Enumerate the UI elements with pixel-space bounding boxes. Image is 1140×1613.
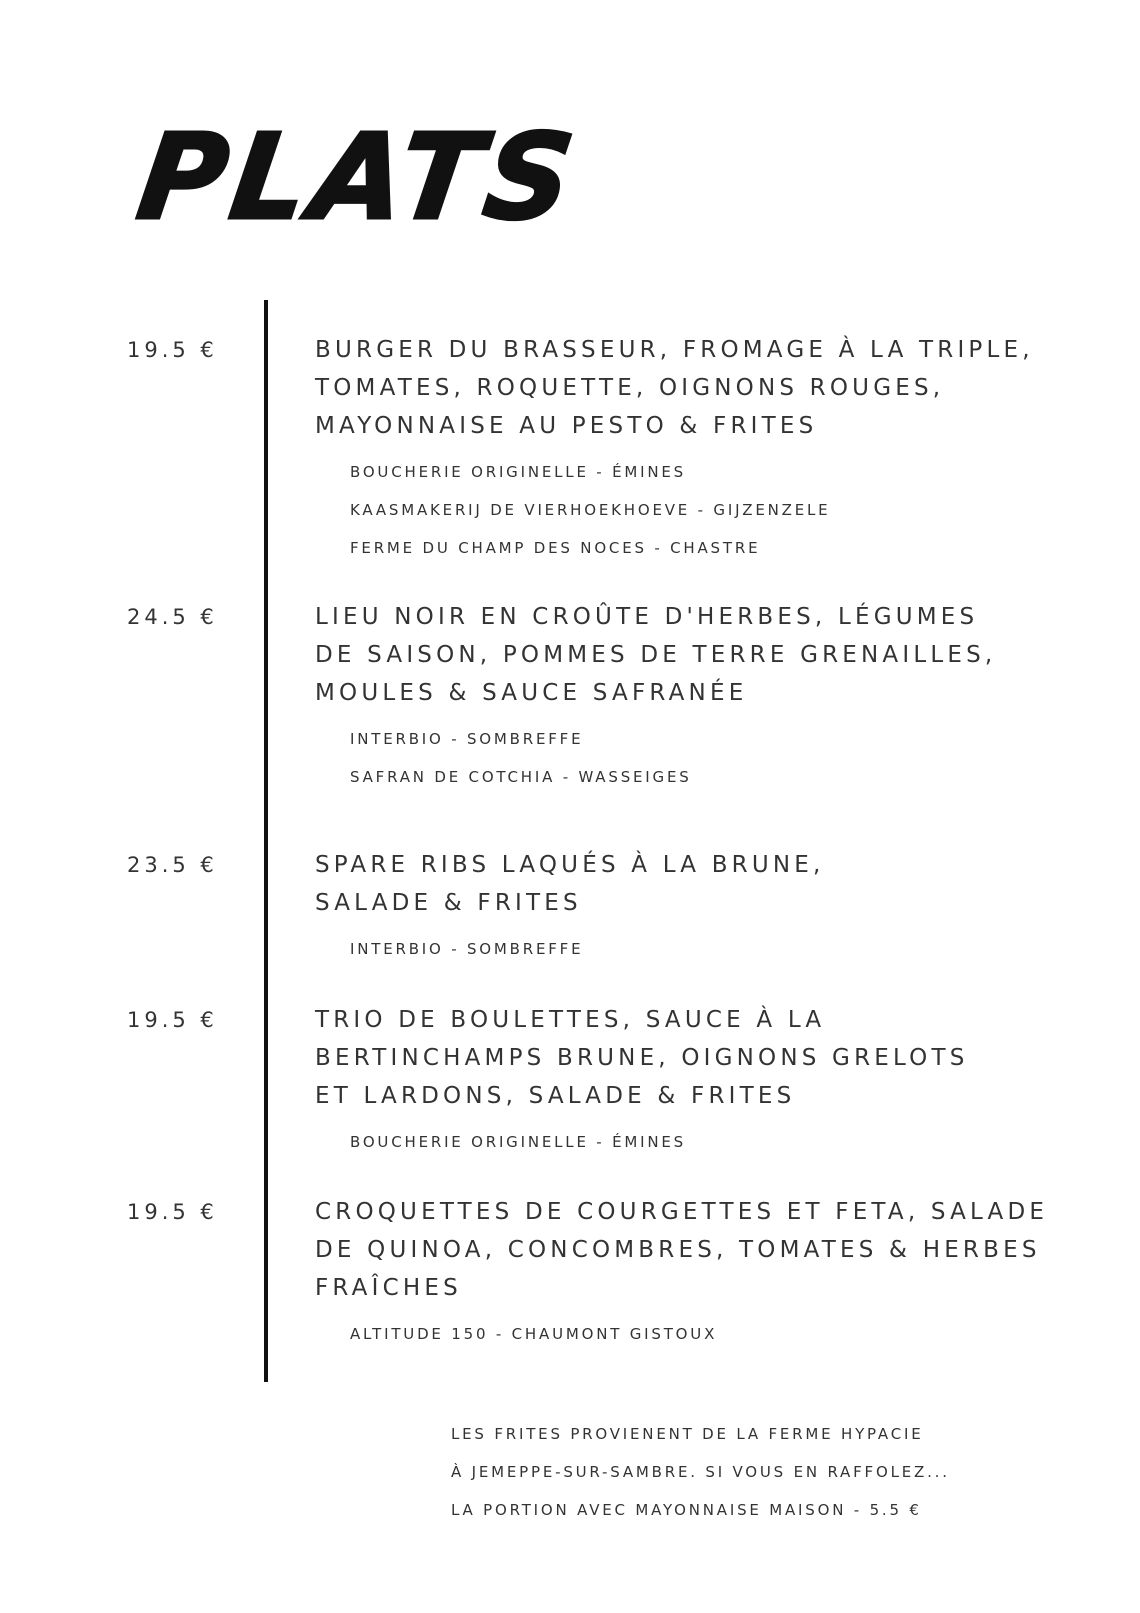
supplier: BOUCHERIE ORIGINELLE - ÉMINES [350,463,686,481]
fries-note-line: LA PORTION AVEC MAYONNAISE MAISON - 5.5 € [451,1501,922,1519]
dish-name-line: DE SAISON, POMMES DE TERRE GRENAILLES, [315,642,997,668]
supplier: ALTITUDE 150 - CHAUMONT GISTOUX [350,1325,718,1343]
dish-name-line: MOULES & SAUCE SAFRANÉE [315,680,748,706]
dish-name-line: SPARE RIBS LAQUÉS À LA BRUNE, [315,852,825,878]
supplier: BOUCHERIE ORIGINELLE - ÉMINES [350,1133,686,1151]
supplier-list [315,1315,1115,1353]
dish-name-line: SALADE & FRITES [315,890,582,916]
dish-price: 19.5 € [127,1200,218,1224]
dish-price: 24.5 € [127,605,218,629]
supplier: FERME DU CHAMP DES NOCES - CHASTRE [350,539,761,557]
supplier-list [315,720,1115,796]
dish-name-line: DE QUINOA, CONCOMBRES, TOMATES & HERBES [315,1237,1041,1263]
supplier: INTERBIO - SOMBREFFE [350,940,584,958]
dish-description [315,598,1115,796]
dish-description [315,1193,1115,1353]
dish-price: 19.5 € [127,1008,218,1032]
supplier: SAFRAN DE COTCHIA - WASSEIGES [350,768,692,786]
dish-name-line: ET LARDONS, SALADE & FRITES [315,1083,796,1109]
supplier-list [315,930,1115,968]
supplier: KAASMAKERIJ DE VIERHOEKHOEVE - GIJZENZELE [350,501,831,519]
dish-name-line: MAYONNAISE AU PESTO & FRITES [315,413,818,439]
supplier: INTERBIO - SOMBREFFE [350,730,584,748]
supplier-list [315,453,1115,567]
fries-note-line: À JEMEPPE-SUR-SAMBRE. SI VOUS EN RAFFOLEZ... [451,1463,950,1481]
dish-name-line: BURGER DU BRASSEUR, FROMAGE À LA TRIPLE, [315,337,1034,363]
dish-name-line: CROQUETTES DE COURGETTES ET FETA, SALADE [315,1199,1049,1225]
dish-description [315,1001,1115,1161]
dish-description [315,846,1115,968]
fries-note [451,1415,950,1529]
supplier-list [315,1123,1115,1161]
dish-description [315,331,1115,567]
page-title: PLATS [130,108,587,246]
dish-name-line: TRIO DE BOULETTES, SAUCE À LA [315,1007,826,1033]
dish-price: 23.5 € [127,853,218,877]
dish-price: 19.5 € [127,338,218,362]
dish-name-line: TOMATES, ROQUETTE, OIGNONS ROUGES, [315,375,945,401]
vertical-divider [264,300,268,1382]
dish-name-line: LIEU NOIR EN CROÛTE D'HERBES, LÉGUMES [315,604,979,630]
fries-note-line: LES FRITES PROVIENENT DE LA FERME HYPACIE [451,1425,924,1443]
dish-name-line: FRAÎCHES [315,1275,462,1301]
dish-name-line: BERTINCHAMPS BRUNE, OIGNONS GRELOTS [315,1045,969,1071]
